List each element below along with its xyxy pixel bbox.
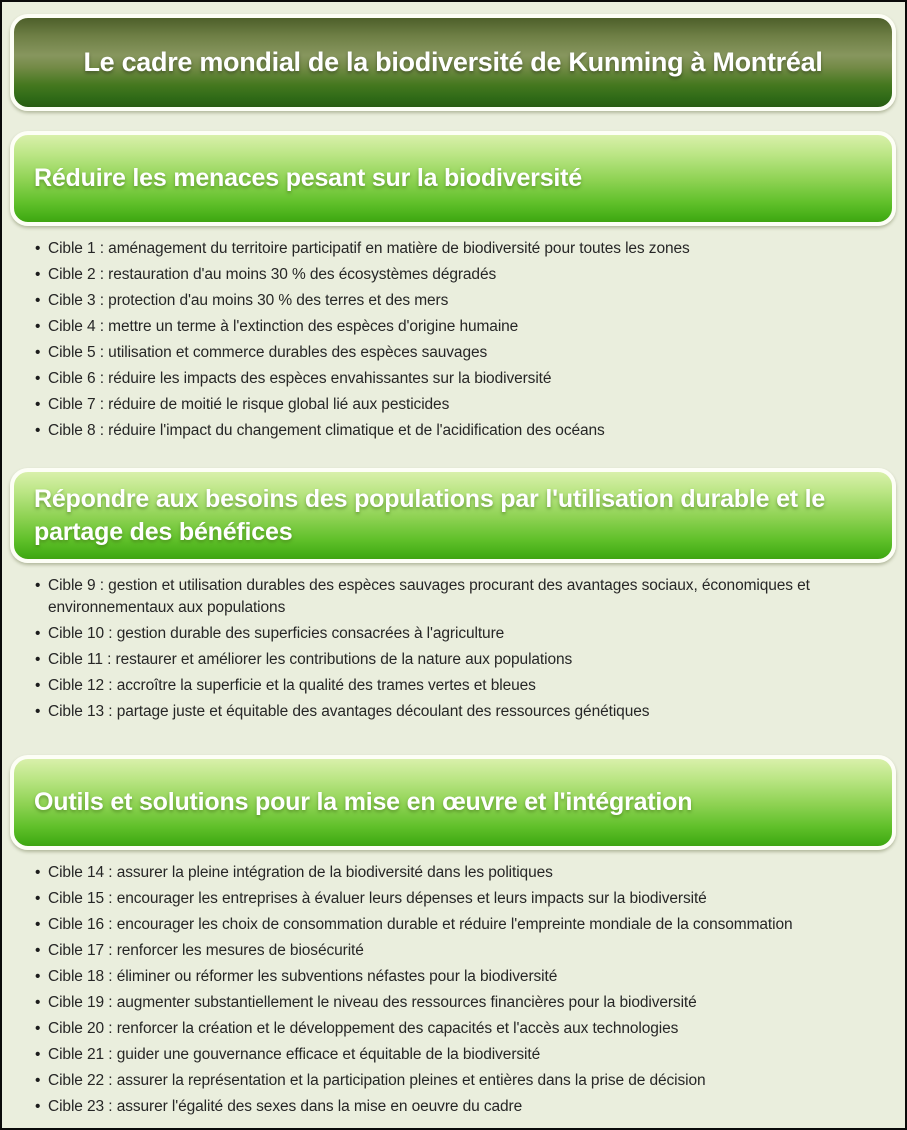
bullet-icon: •: [35, 240, 41, 257]
target-item: [35, 966, 895, 988]
target-text: Cible 5 : utilisation et commerce durables des espèces sauvages: [48, 344, 488, 361]
section-header-people-needs: [10, 468, 896, 563]
target-item: [35, 420, 895, 442]
target-text: Cible 18 : éliminer ou réformer les subventions néfastes pour la biodiversité: [48, 968, 558, 985]
target-item: [35, 575, 895, 619]
target-text: Cible 19 : augmenter substantiellement le niveau des ressources financières pour la biodiversité: [48, 994, 697, 1011]
bullet-icon: •: [35, 994, 41, 1011]
bullet-icon: •: [35, 1098, 41, 1115]
target-text: Cible 3 : protection d'au moins 30 % des terres et des mers: [48, 292, 449, 309]
target-item: [35, 862, 895, 884]
section-header-tools-solutions: [10, 755, 896, 850]
target-item: [35, 675, 895, 697]
targets-list-people-needs: [35, 575, 895, 723]
targets-list-tools-solutions: [35, 862, 895, 1118]
target-text: Cible 12 : accroître la superficie et la qualité des trames vertes et bleues: [48, 677, 536, 694]
target-item: [35, 394, 895, 416]
target-text: Cible 1 : aménagement du territoire participatif en matière de biodiversité pour toutes les zones: [48, 240, 690, 257]
target-text: Cible 22 : assurer la représentation et la participation pleines et entières dans la prise de décision: [48, 1072, 706, 1089]
bullet-icon: •: [35, 1072, 41, 1089]
target-text: Cible 11 : restaurer et améliorer les contributions de la nature aux populations: [48, 651, 573, 668]
target-item: [35, 888, 895, 910]
target-item: [35, 914, 895, 936]
target-text: Cible 2 : restauration d'au moins 30 % des écosystèmes dégradés: [48, 266, 497, 283]
target-text: Cible 14 : assurer la pleine intégration de la biodiversité dans les politiques: [48, 864, 553, 881]
bullet-icon: •: [35, 266, 41, 283]
bullet-icon: •: [35, 396, 41, 413]
target-text: Cible 20 : renforcer la création et le développement des capacités et l'accès aux technologies: [48, 1020, 679, 1037]
target-item: [35, 1070, 895, 1092]
bullet-icon: •: [35, 318, 41, 335]
targets-list-reduce-threats: [35, 238, 895, 442]
bullet-icon: •: [35, 344, 41, 361]
target-text: Cible 9 : gestion et utilisation durables des espèces sauvages procurant des avantages sociaux, économiques et environnementaux aux populations: [48, 577, 810, 616]
bullet-icon: •: [35, 577, 41, 594]
page-title: Le cadre mondial de la biodiversité de Kunming à Montréal: [83, 47, 823, 77]
target-text: Cible 13 : partage juste et équitable des avantages découlant des ressources génétiques: [48, 703, 650, 720]
bullet-icon: •: [35, 1046, 41, 1063]
bullet-icon: •: [35, 677, 41, 694]
target-text: Cible 8 : réduire l'impact du changement climatique et de l'acidification des océans: [48, 422, 605, 439]
target-text: Cible 21 : guider une gouvernance efficace et équitable de la biodiversité: [48, 1046, 541, 1063]
bullet-icon: •: [35, 890, 41, 907]
target-item: [35, 290, 895, 312]
section-header-reduce-threats: [10, 131, 896, 226]
bullet-icon: •: [35, 292, 41, 309]
bullet-icon: •: [35, 968, 41, 985]
target-item: [35, 623, 895, 645]
target-item: [35, 1018, 895, 1040]
target-item: [35, 342, 895, 364]
bullet-icon: •: [35, 942, 41, 959]
target-text: Cible 17 : renforcer les mesures de biosécurité: [48, 942, 364, 959]
target-text: Cible 4 : mettre un terme à l'extinction des espèces d'origine humaine: [48, 318, 519, 335]
target-item: [35, 368, 895, 390]
target-text: Cible 16 : encourager les choix de consommation durable et réduire l'empreinte mondiale de la consommation: [48, 916, 793, 933]
target-item: [35, 1096, 895, 1118]
section-header-label: Outils et solutions pour la mise en œuvre et l'intégration: [34, 788, 693, 816]
bullet-icon: •: [35, 864, 41, 881]
bullet-icon: •: [35, 422, 41, 439]
target-item: [35, 940, 895, 962]
target-item: [35, 238, 895, 260]
target-text: Cible 7 : réduire de moitié le risque global lié aux pesticides: [48, 396, 450, 413]
target-item: [35, 701, 895, 723]
target-item: [35, 649, 895, 671]
target-text: Cible 15 : encourager les entreprises à évaluer leurs dépenses et leurs impacts sur la biodiversité: [48, 890, 707, 907]
bullet-icon: •: [35, 651, 41, 668]
section-header-label: Répondre aux besoins des populations par l'utilisation durable et le partage des bénéfices: [34, 484, 826, 546]
main-title-banner: [10, 14, 896, 111]
target-item: [35, 992, 895, 1014]
target-item: [35, 1044, 895, 1066]
bullet-icon: •: [35, 1020, 41, 1037]
bullet-icon: •: [35, 916, 41, 933]
bullet-icon: •: [35, 370, 41, 387]
target-text: Cible 6 : réduire les impacts des espèces envahissantes sur la biodiversité: [48, 370, 552, 387]
bullet-icon: •: [35, 703, 41, 720]
target-item: [35, 264, 895, 286]
target-text: Cible 23 : assurer l'égalité des sexes dans la mise en oeuvre du cadre: [48, 1098, 523, 1115]
bullet-icon: •: [35, 625, 41, 642]
target-item: [35, 316, 895, 338]
target-text: Cible 10 : gestion durable des superficies consacrées à l'agriculture: [48, 625, 505, 642]
section-header-label: Réduire les menaces pesant sur la biodiversité: [34, 164, 582, 192]
